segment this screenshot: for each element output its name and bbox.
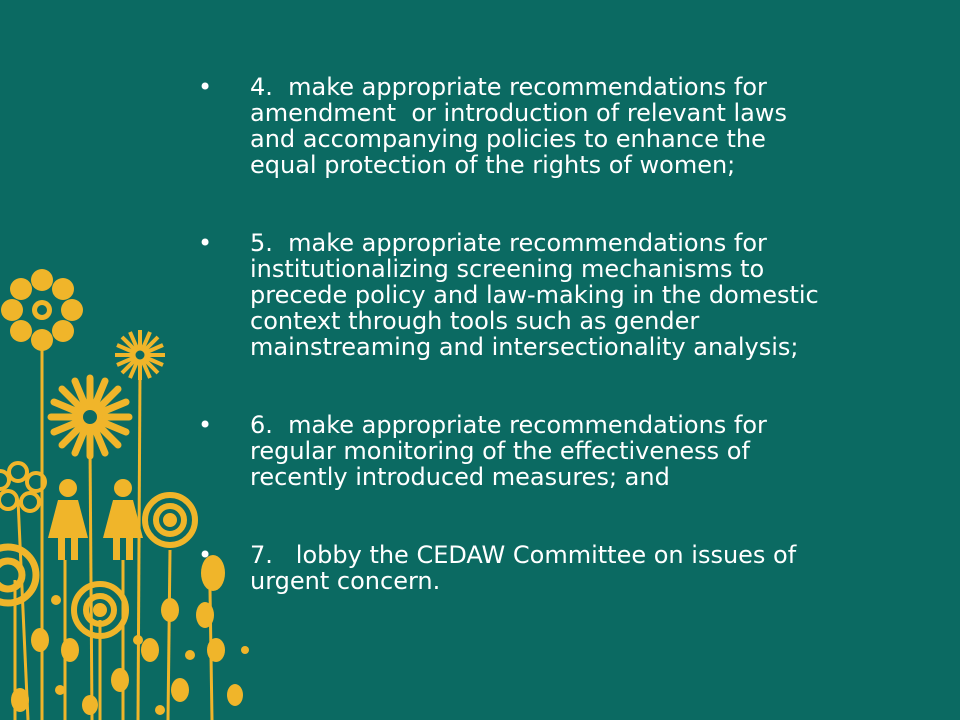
flower-icon [0, 463, 45, 511]
bullet-marker: • [198, 229, 213, 257]
bullet-text: 7. lobby the CEDAW Committee on issues of urgent concern. [250, 541, 797, 595]
bullet-text: 4. make appropriate recommendations for amendment or introduction of relevant laws and accompanying policies to enhance the equal protection of the rights of women; [250, 73, 788, 179]
woman-icon [48, 479, 88, 560]
bullet-text: 6. make appropriate recommendations for regular monitoring of the effectiveness of recently introduced measures; and [250, 411, 767, 491]
woman-icon [103, 479, 143, 560]
bullet-list [190, 74, 910, 646]
flower-icon [115, 330, 165, 380]
bullet-item-4 [190, 74, 910, 178]
target-icon [0, 547, 36, 603]
target-icon [145, 495, 195, 545]
bullet-marker: • [198, 73, 213, 101]
flower-icon [51, 378, 129, 456]
bullet-item-5 [190, 230, 910, 360]
flower-icon [1, 269, 83, 351]
bullet-text: 5. make appropriate recommendations for institutionalizing screening mechanisms to precede policy and law-making in the domestic context through tools such as gender mainstreaming and intersectionality analysis; [250, 229, 819, 361]
bullet-marker: • [198, 411, 213, 439]
bullet-item-7 [190, 542, 910, 594]
bullet-item-6 [190, 412, 910, 490]
bullet-marker: • [198, 541, 213, 569]
